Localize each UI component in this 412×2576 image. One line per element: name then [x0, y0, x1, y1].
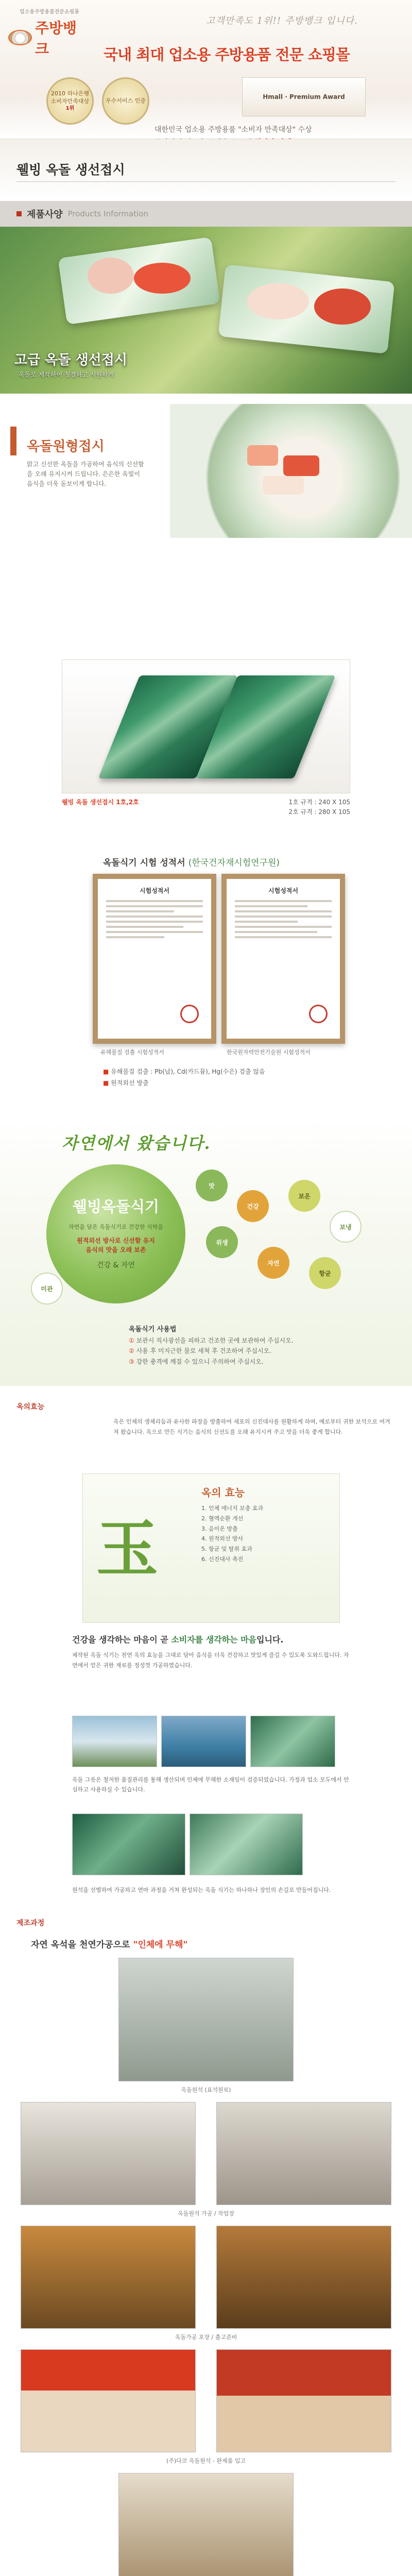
hero-photo	[0, 227, 412, 394]
manufacturing-heading: 제조과정	[16, 1919, 45, 1927]
size-2: 2호 규격 : 280 X 105	[288, 808, 350, 816]
title-divider	[16, 181, 396, 182]
certificate-caption-1: 유해물질 검출 시험성적서	[100, 1049, 164, 1056]
jade-effects-box	[82, 1473, 340, 1623]
award-badge-service: 우수서비스 인증	[102, 77, 149, 125]
sashimi-image	[88, 258, 134, 294]
tagline: 고객만족도 1위!! 주방뱅크 입니다.	[206, 15, 358, 26]
jade-stone-image	[250, 1716, 335, 1767]
jade-photo-row	[72, 1814, 303, 1875]
feature-circle: 자연	[258, 1247, 289, 1279]
certificate-image-1: 시험성적서	[93, 874, 216, 1044]
section-title-en: Products Information	[67, 209, 148, 218]
sashimi-image	[134, 263, 191, 294]
certificate-caption-2: 한국원자력안전기술원 시험성적서	[227, 1049, 311, 1056]
square-bullet-icon	[16, 211, 22, 216]
certificate-notes: ■ 유해물질 검출 : Pb(납), Cd(카드뮴), Hg(수은) 검출 않음 ■ 원적외선 방출	[103, 1068, 265, 1087]
feature-circle: 보냉	[330, 1211, 362, 1243]
usage-list: 옥돌식기 사용법 ① 보관시 직사광선을 피하고 건조한 곳에 보관하여 주십시오. ② 사용 후 미지근한 물로 세척 후 건조하여 주십시오. ③ 강한 충격에 깨질 수 있으니 주의하여 주십시오.	[129, 1326, 294, 1365]
wellbeing-circle: 웰빙옥돌식기 자연을 담은 옥돌식기로 건강한 식탁을 원적외선 방사로 신선함 유지 음식의 맛을 오래 보존 건강 & 자연	[46, 1164, 185, 1303]
round-plate-image	[170, 404, 412, 538]
sashimi-image	[247, 283, 309, 319]
nature-section	[0, 1118, 412, 1386]
section-title: 제품사양	[27, 209, 63, 220]
logo-subtitle: 업소용주방용품전문쇼핑몰	[20, 9, 79, 15]
nature-quote: 자연에서 왔습니다.	[62, 1133, 211, 1153]
hero-subcaption: 옥돌로 제작하여 청결하고 시원하게	[19, 371, 114, 378]
landscape-image	[72, 1716, 157, 1767]
jade-stone-image	[72, 1814, 185, 1875]
banner-headline: 국내 최대 업소용 주방용품 전문 쇼핑몰	[104, 46, 350, 63]
manufacturing-title: 자연 옥석을 천연가공으로 "인체에 무해"	[31, 1940, 188, 1950]
round-plate-description: 맑고 신선한 옥돌을 가공하여 음식의 신선함을 오래 유지시켜 드립니다. 은은한 옥빛이 음식을 더욱 돋보이게 합니다.	[27, 461, 144, 488]
process-photo-5	[216, 2226, 391, 2329]
size-1: 1호 규격 : 240 X 105	[288, 799, 350, 806]
process-photo-8	[118, 2473, 294, 2576]
feature-circle: 미관	[31, 1273, 63, 1304]
sashimi-image	[247, 445, 278, 466]
process-photo-6	[21, 2349, 196, 2452]
feature-circle: 맛	[196, 1170, 228, 1201]
product-name: 웰빙 옥돌 생선접시 1호,2호	[62, 799, 139, 806]
product-title: 웰빙 옥돌 생선접시	[16, 162, 125, 177]
product-caption	[62, 798, 350, 817]
jade-character: 玉	[96, 1513, 158, 1585]
feature-circle: 건강	[237, 1190, 269, 1222]
round-plate-title: 옥돌원형접시	[27, 439, 105, 454]
sashimi-image	[263, 476, 304, 495]
certificate-title: 옥돌식기 시험 성적서 (한국건자재시험연구원)	[103, 858, 280, 868]
health-paragraph-3: 원석을 선별하여 가공하고 연마 과정을 거쳐 완성되는 옥돌 식기는 하나하나 장인의 손길로 만들어집니다.	[72, 1887, 331, 1893]
process-photo-1	[118, 1958, 294, 2081]
feature-circle: 항균	[309, 1257, 341, 1289]
sashimi-image	[314, 289, 371, 325]
hero-caption: 고급 옥돌 생선접시	[14, 352, 128, 368]
product-title-strip	[0, 139, 412, 201]
jade-effect-heading: 옥의효능	[16, 1403, 45, 1411]
award-badge-consumer: 2010 하나은행 소비자만족대상 1위	[46, 77, 94, 125]
health-paragraph-2: 옥돌 그릇은 철저한 품질관리를 통해 생산되며 인체에 무해한 소재임이 검증되었습니다. 가정과 업소 모두에서 안심하고 사용하실 수 있습니다.	[72, 1776, 349, 1793]
dish-icon	[8, 30, 32, 45]
jade-effects-list: 옥의 효능 1. 인체 에너지 보충 효과 2. 혈액순환 개선 3. 음이온 방출 4. 원적외선 방사 5. 항균 및 탈취 효과 6. 신진대사 촉진	[201, 1486, 264, 1563]
process-caption-1: 옥돌원석 (표석원료)	[181, 2087, 231, 2093]
process-photo-3	[216, 2102, 391, 2205]
process-photo-7	[216, 2349, 391, 2452]
product-image-box	[62, 659, 350, 793]
feature-circle: 보온	[288, 1180, 320, 1212]
accent-bar	[10, 427, 16, 455]
process-photo-4	[21, 2226, 196, 2329]
process-caption-4: (주)다코 옥돌원석 - 완제품 입고	[166, 2458, 246, 2464]
award-description: 대한민국 업소용 주방용품 "소비자 만족대상" 수상	[154, 126, 312, 134]
shop-banner	[0, 0, 412, 139]
size-list	[288, 798, 350, 817]
round-plate-section	[0, 394, 412, 543]
product-info-bar	[0, 201, 412, 227]
seal-icon	[309, 1005, 328, 1023]
award-plaque: Hmall · Premium Award	[242, 77, 366, 116]
jade-intro: 옥은 인체의 생체리듬과 유사한 파장을 방출하여 세포의 신진대사를 원활하게 하며, 예로부터 귀한 보석으로 여겨져 왔습니다. 옥으로 만든 식기는 음식의 신선도를 오래 유지시켜 주고 맛을 더욱 좋게 합니다.	[113, 1418, 390, 1435]
health-heading: 건강을 생각하는 마음이 곧 소비자를 생각하는 마음입니다.	[72, 1635, 284, 1645]
seal-icon	[180, 1005, 199, 1023]
logo-text: 주방뱅크	[35, 20, 77, 57]
landscape-image	[161, 1716, 246, 1767]
process-caption-2: 옥돌원석 가공 / 작업장	[178, 2210, 234, 2217]
health-section	[72, 1633, 350, 1671]
health-paragraph: 제작된 옥돌 식기는 천연 옥의 효능을 그대로 담아 음식을 더욱 건강하고 맛있게 즐길 수 있도록 도와드립니다. 자연에서 얻은 귀한 재료를 정성껏 가공하였습니다.	[72, 1652, 349, 1669]
certificate-image-2: 시험성적서	[221, 874, 345, 1044]
award-badges	[46, 77, 149, 125]
process-photo-2	[21, 2102, 196, 2205]
jade-stone-image	[190, 1814, 303, 1875]
process-caption-3: 옥돌가공 포장 / 출고준비	[175, 2334, 237, 2341]
feature-circle: 위생	[206, 1226, 238, 1258]
sashimi-image	[283, 455, 319, 476]
nature-photo-row	[72, 1716, 335, 1767]
